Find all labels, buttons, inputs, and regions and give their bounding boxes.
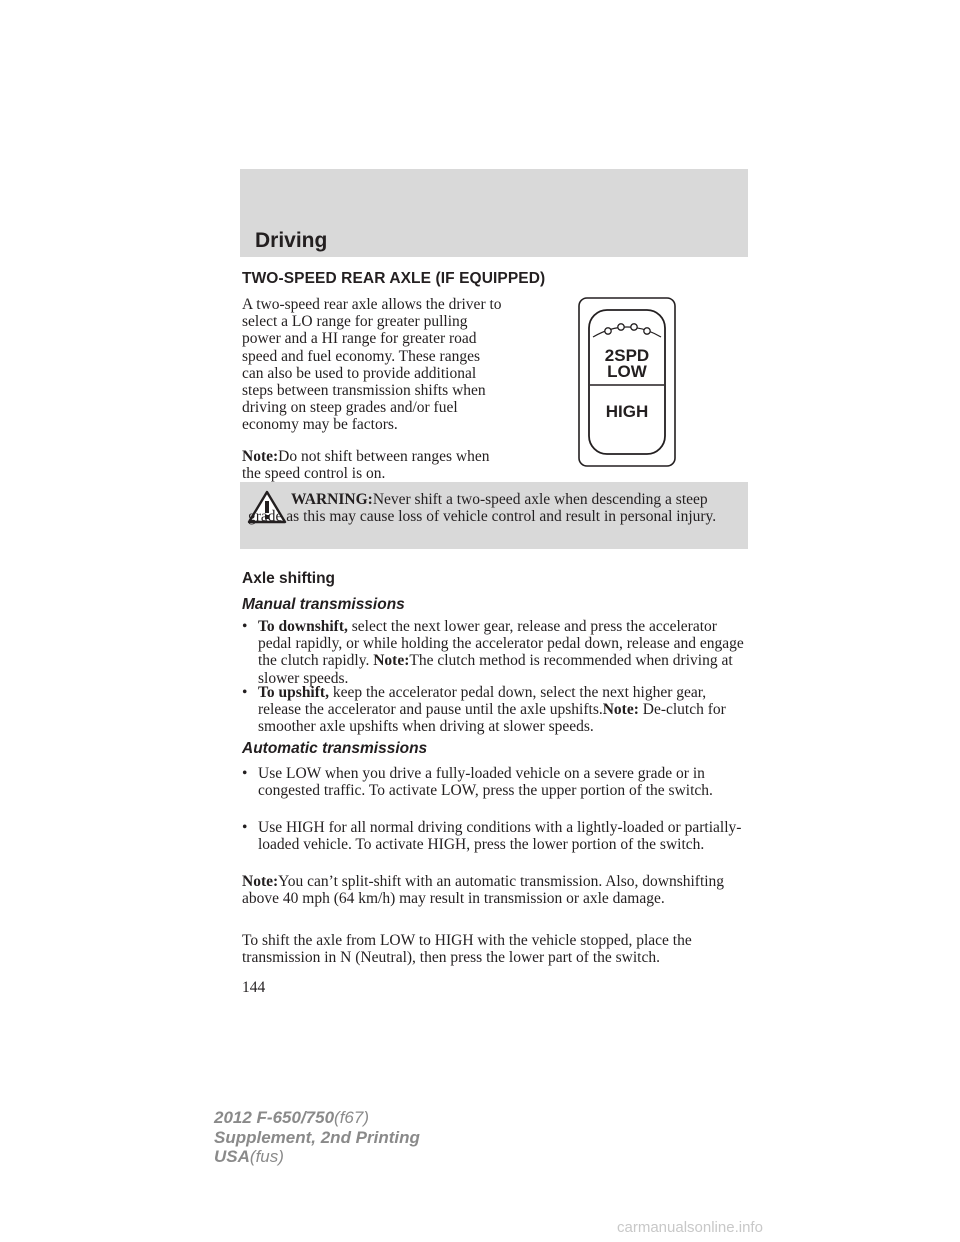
- footer-model-code: (f67): [334, 1108, 370, 1127]
- list-item: [242, 819, 747, 853]
- closing-paragraph: To shift the axle from LOW to HIGH with the vehicle stopped, place the transmission in N (Neutral), then press the lower part of the switch.: [242, 932, 692, 967]
- automatic-transmissions-heading: Automatic transmissions: [242, 740, 428, 757]
- bullet-lead: To downshift,: [258, 618, 348, 635]
- speed-control-note: [242, 448, 502, 482]
- warning-body: Never shift a two-speed axle when descending a steep grade as this may cause loss of vehicle control and result in personal injury.: [248, 491, 717, 526]
- bullet-text: Use HIGH for all normal driving conditions with a lightly-loaded or partially-loaded vehicle. To activate HIGH, press the lower portion of the switch.: [258, 819, 742, 854]
- footer-region: USA: [214, 1147, 250, 1166]
- switch-label-high: HIGH: [605, 402, 649, 421]
- list-item: [242, 618, 747, 687]
- footer-supplement: Supplement, 2nd Printing: [214, 1127, 420, 1147]
- bullet-lead: To upshift,: [258, 684, 329, 701]
- intro-paragraph: A two-speed rear axle allows the driver to select a LO range for greater pulling power and a HI range for greater road speed and fuel economy. These ranges can also be used to provide additional steps between transmission shifts when driving on steep grades and/or fuel economy may be factors.: [242, 296, 502, 434]
- manual-transmissions-heading: Manual transmissions: [242, 596, 405, 613]
- bullet-text: select the next lower gear, release and press the accelerator pedal rapidly, or while holding the accelerator pedal down, release and engage the clutch rapidly.: [258, 618, 744, 670]
- list-item: [242, 765, 747, 799]
- bullet-text: Use LOW when you drive a fully-loaded vehicle on a severe grade or in congested traffic. To activate LOW, press the upper portion of the switch.: [258, 765, 713, 800]
- warning-text: [248, 491, 744, 525]
- note-label: Note:: [242, 873, 279, 890]
- section-title: TWO-SPEED REAR AXLE (IF EQUIPPED): [242, 270, 546, 287]
- footer-region-code: (fus): [249, 1147, 284, 1166]
- note-text: You can’t split-shift with an automatic transmission. Also, downshifting above 40 mph (64 km/h) may result in transmission or axle damage.: [242, 873, 725, 908]
- bullet-dot: •: [242, 765, 248, 782]
- switch-icon: [578, 297, 676, 467]
- switch-label-2spd: 2SPD: [604, 346, 650, 365]
- split-shift-note: [242, 873, 748, 907]
- list-item: [242, 684, 747, 736]
- two-speed-switch-illustration: [578, 297, 676, 472]
- note-label: Note:: [242, 448, 279, 465]
- switch-label-low: LOW: [607, 362, 647, 381]
- page-number: 144: [242, 979, 266, 996]
- bullet-dot: •: [242, 618, 248, 635]
- bullet-note: The clutch method is recommended when driving at slower speeds.: [258, 652, 733, 687]
- bullet-dot: •: [242, 819, 248, 836]
- warning-label: WARNING:: [291, 491, 373, 508]
- watermark: carmanualsonline.info: [617, 1219, 763, 1236]
- footer-model: 2012 F-650/750: [214, 1108, 335, 1127]
- bullet-note-label: Note:: [373, 652, 410, 670]
- footer: [214, 1108, 420, 1167]
- bullet-note: De-clutch for smoother axle upshifts when driving at slower speeds.: [258, 701, 726, 736]
- bullet-text: keep the accelerator pedal down, select the next higher gear, release the accelerator and pause until the axle upshifts.: [258, 684, 707, 719]
- page-header-title: Driving: [255, 229, 328, 252]
- note-text: Do not shift between ranges when the speed control is on.: [242, 448, 490, 483]
- axle-shifting-heading: Axle shifting: [242, 570, 336, 587]
- bullet-note-label: Note:: [602, 701, 639, 719]
- bullet-dot: •: [242, 684, 248, 701]
